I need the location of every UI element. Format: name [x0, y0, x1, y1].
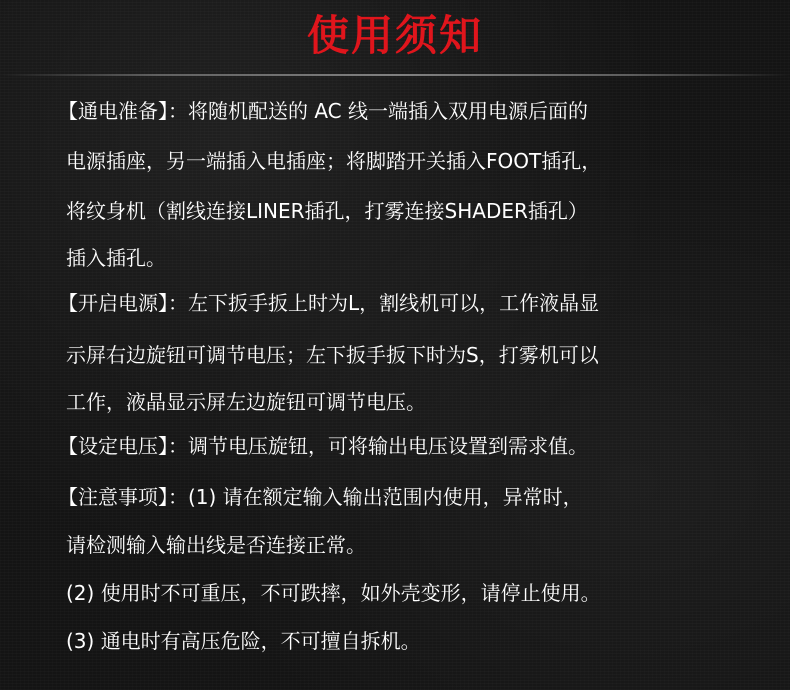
- text-line-power-prep-2: 电源插座，另一端插入电插座；将脚踏开关插入FOOT插孔，: [66, 149, 602, 173]
- text-line-power-on-2: 示屏右边旋钮可调节电压；左下扳手扳下时为S，打雾机可以: [66, 343, 599, 367]
- text-line-notes-2: 请检测输入输出线是否连接正常。: [66, 533, 366, 557]
- text-line-power-on-3: 工作，液晶显示屏左边旋钮可调节电压。: [66, 390, 426, 414]
- text-line-notes-4: (3) 通电时有高压危险，不可擅自拆机。: [66, 629, 421, 653]
- text-line-set-voltage: 【设定电压】：调节电压旋钮，可将输出电压设置到需求值。: [58, 434, 588, 458]
- text-line-power-on-1: 【开启电源】：左下扳手扳上时为L，割线机可以，工作液晶显: [58, 291, 600, 315]
- text-line-notes-3: (2) 使用时不可重压，不可跌摔，如外壳变形，请停止使用。: [66, 581, 601, 605]
- text-line-notes-1: 【注意事项】：(1) 请在额定输入输出范围内使用，异常时，: [58, 485, 583, 509]
- text-line-power-prep-3: 将纹身机（割线连接LINER插孔，打雾连接SHADER插孔）: [66, 199, 588, 223]
- page-title: 使用须知: [306, 11, 483, 60]
- text-line-power-prep-1: 【通电准备】：将随机配送的 AC 线一端插入双用电源后面的: [58, 99, 589, 123]
- title-divider: [0, 74, 790, 76]
- text-line-power-prep-4: 插入插孔。: [66, 246, 166, 270]
